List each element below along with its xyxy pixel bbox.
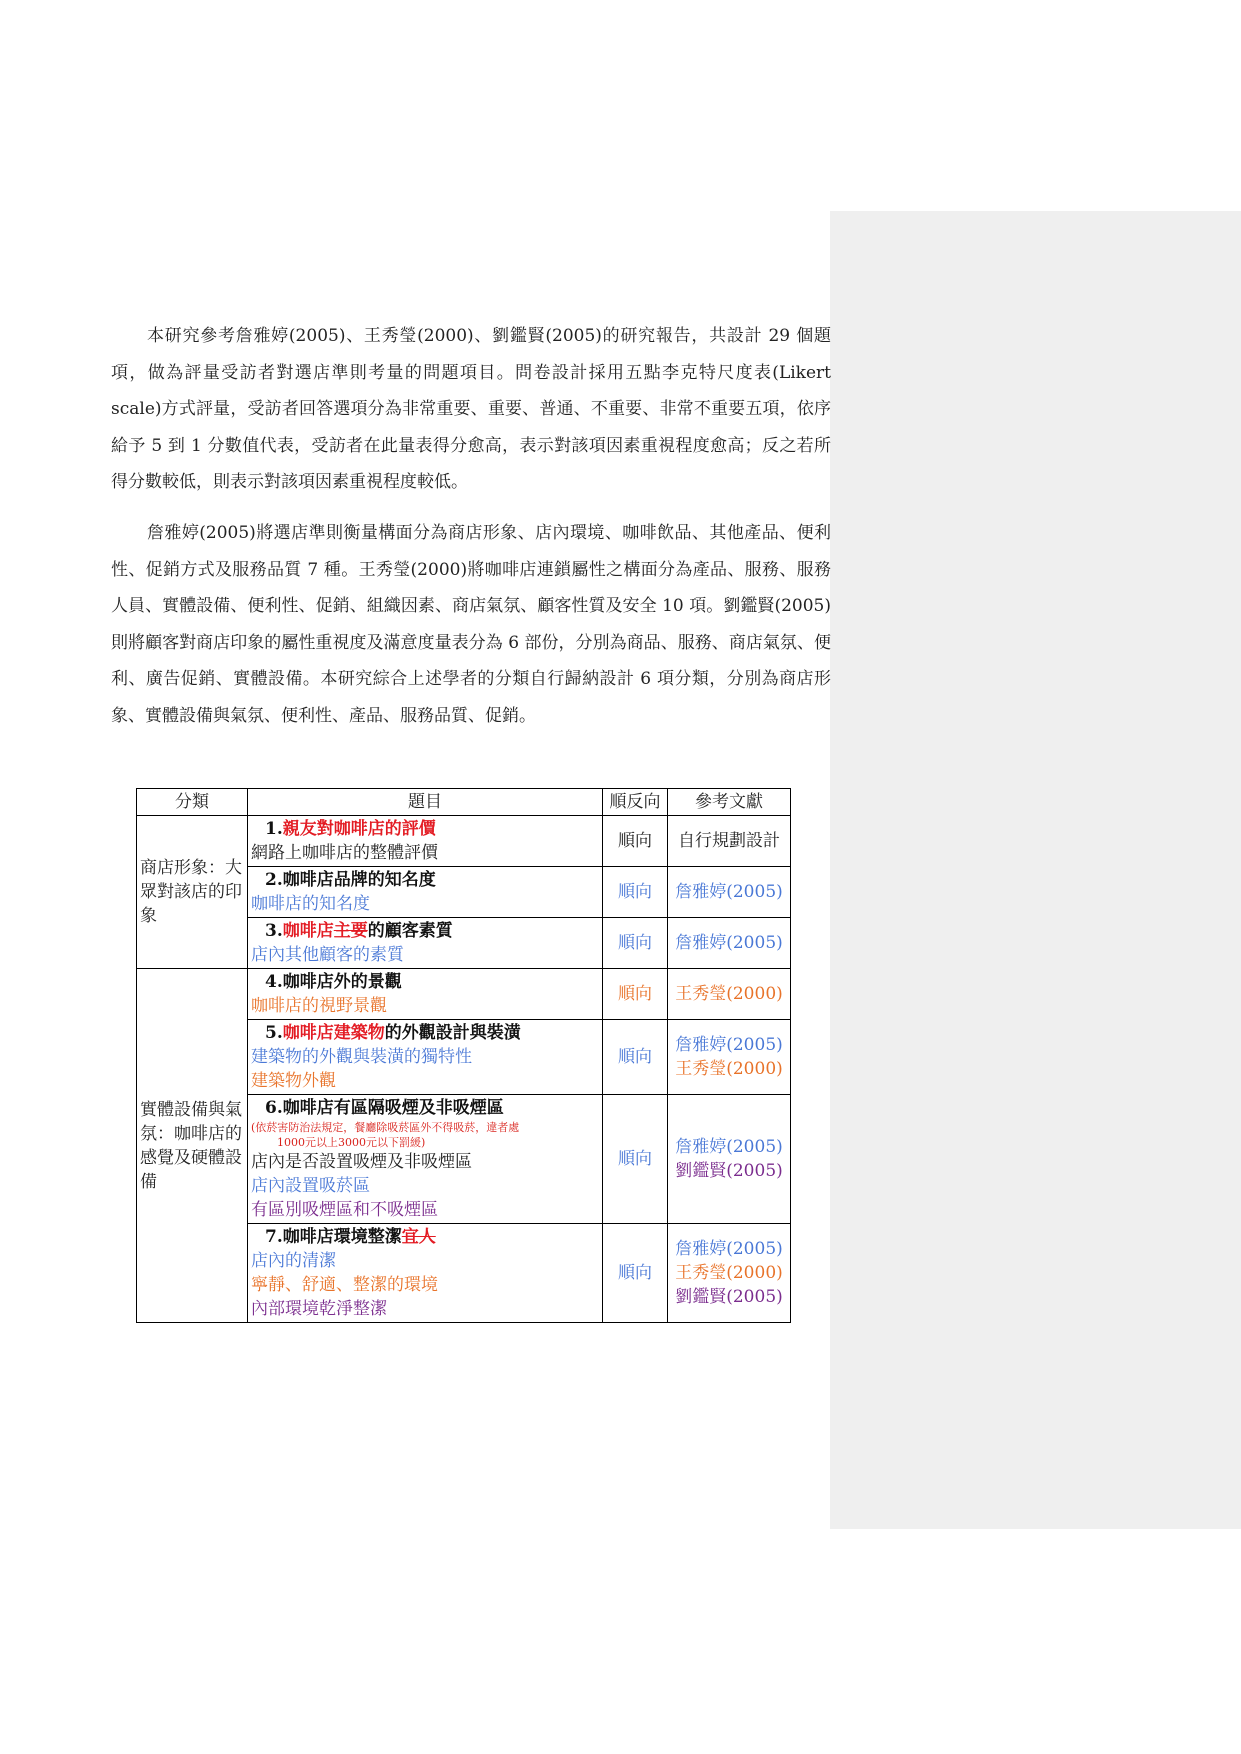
- item-cell: [248, 1020, 603, 1095]
- item-sub: 寧靜、舒適、整潔的環境: [251, 1275, 438, 1295]
- item-sub: 店內其他顧客的素質: [251, 945, 404, 965]
- item-cell: [248, 969, 603, 1020]
- category-cell: [137, 969, 248, 1323]
- reference: 詹雅婷(2005): [675, 933, 783, 953]
- direction-cell: 順向: [603, 867, 668, 918]
- reference: 自行規劃設計: [678, 831, 780, 851]
- paragraph-text: 本研究參考詹雅婷(2005)、王秀瑩(2000)、劉鑑賢(2005)的研究報告，共設計 29 個題項，做為評量受訪者對選店準則考量的問題項目。問卷設計採用五點李克特尺度表(Likert scale)方式評量，受訪者回答選項分為非常重要、重要、普通、不重要、非常不重要五項，依序給予 5 到 1 分數值代表，受訪者在此量表得分愈高，表示對該項因素重視程度愈高；反之若所得分數較低，則表示對該項因素重視程度較低。: [111, 326, 831, 492]
- item-sub: 咖啡店的視野景觀: [251, 996, 387, 1016]
- category-cell: [137, 816, 248, 969]
- direction-cell: 順向: [603, 1224, 668, 1323]
- item-title: 5.咖啡店建築物的外觀設計與裝潢: [265, 1023, 521, 1043]
- item-cell: [248, 867, 603, 918]
- table-header-row: [137, 789, 791, 816]
- item-sub: 店內的清潔: [251, 1251, 336, 1271]
- reference: 劉鑑賢(2005): [675, 1161, 783, 1181]
- item-note: [251, 1120, 599, 1150]
- item-sub: 有區別吸煙區和不吸煙區: [251, 1200, 438, 1220]
- item-title: 4.咖啡店外的景觀: [265, 972, 402, 992]
- item-sub: 店內設置吸菸區: [251, 1176, 370, 1196]
- note-line: 1000元以上3000元以下罰緩): [277, 1136, 426, 1149]
- survey-items-table: [136, 788, 791, 1323]
- direction-cell: 順向: [603, 918, 668, 969]
- category-label: 實體設備與氣氛：咖啡店的感覺及硬體設備: [140, 1099, 242, 1192]
- header-direction: 順反向: [603, 789, 668, 816]
- reference: 詹雅婷(2005): [675, 1035, 783, 1055]
- reference-cell: [668, 867, 791, 918]
- item-title: 6.咖啡店有區隔吸煙及非吸煙區: [265, 1098, 504, 1118]
- reference: 詹雅婷(2005): [675, 882, 783, 902]
- reference-cell: [668, 1095, 791, 1224]
- reference-cell: [668, 1224, 791, 1323]
- direction-cell: 順向: [603, 969, 668, 1020]
- reference-cell: [668, 969, 791, 1020]
- reference: 王秀瑩(2000): [675, 1263, 783, 1283]
- item-sub: 網路上咖啡店的整體評價: [251, 843, 438, 863]
- category-label: 商店形象：大眾對該店的印象: [140, 858, 242, 926]
- header-reference: 參考文獻: [668, 789, 791, 816]
- direction-cell: 順向: [603, 1095, 668, 1224]
- item-sub: 內部環境乾淨整潔: [251, 1299, 387, 1319]
- table-row: [137, 969, 791, 1020]
- item-title: 1.親友對咖啡店的評價: [265, 819, 436, 839]
- item-title: 2.咖啡店品牌的知名度: [265, 870, 436, 890]
- reference: 王秀瑩(2000): [675, 1059, 783, 1079]
- header-item: 題目: [248, 789, 603, 816]
- item-cell: [248, 816, 603, 867]
- item-sub: 店內是否設置吸煙及非吸煙區: [251, 1152, 472, 1172]
- item-cell: [248, 1224, 603, 1323]
- item-sub: 建築物的外觀與裝潢的獨特性: [251, 1047, 472, 1067]
- reference-cell: [668, 816, 791, 867]
- item-title: 7.咖啡店環境整潔宜人: [265, 1227, 436, 1247]
- reference: 詹雅婷(2005): [675, 1137, 783, 1157]
- table-row: [137, 816, 791, 867]
- reference-cell: [668, 1020, 791, 1095]
- header-category: 分類: [137, 789, 248, 816]
- body-paragraph-2: [111, 515, 831, 734]
- body-paragraph-1: [111, 318, 831, 501]
- comment-pane: [830, 211, 1241, 1529]
- item-cell: [248, 918, 603, 969]
- note-line: (依菸害防治法規定，餐廳除吸菸區外不得吸菸，違者處: [251, 1121, 520, 1134]
- item-sub: 建築物外觀: [251, 1071, 336, 1091]
- reference: 王秀瑩(2000): [675, 984, 783, 1004]
- paragraph-text: 詹雅婷(2005)將選店準則衡量構面分為商店形象、店內環境、咖啡飲品、其他產品、便利性、促銷方式及服務品質 7 種。王秀瑩(2000)將咖啡店連鎖屬性之構面分為產品、服務、服務人員、實體設備、便利性、促銷、組織因素、商店氣氛、顧客性質及安全 10 項。劉鑑賢(2005)則將顧客對商店印象的屬性重視度及滿意度量表分為 6 部份，分別為商品、服務、商店氣氛、便利、廣告促銷、實體設備。本研究綜合上述學者的分類自行歸納設計 6 項分類，分別為商店形象、實體設備與氣氛、便利性、產品、服務品質、促銷。: [111, 523, 831, 726]
- direction-cell: 順向: [603, 816, 668, 867]
- item-title: 3.咖啡店主要的顧客素質: [265, 921, 453, 941]
- reference: 詹雅婷(2005): [675, 1239, 783, 1259]
- item-sub: 咖啡店的知名度: [251, 894, 370, 914]
- reference: 劉鑑賢(2005): [675, 1287, 783, 1307]
- item-cell: [248, 1095, 603, 1224]
- reference-cell: [668, 918, 791, 969]
- direction-cell: 順向: [603, 1020, 668, 1095]
